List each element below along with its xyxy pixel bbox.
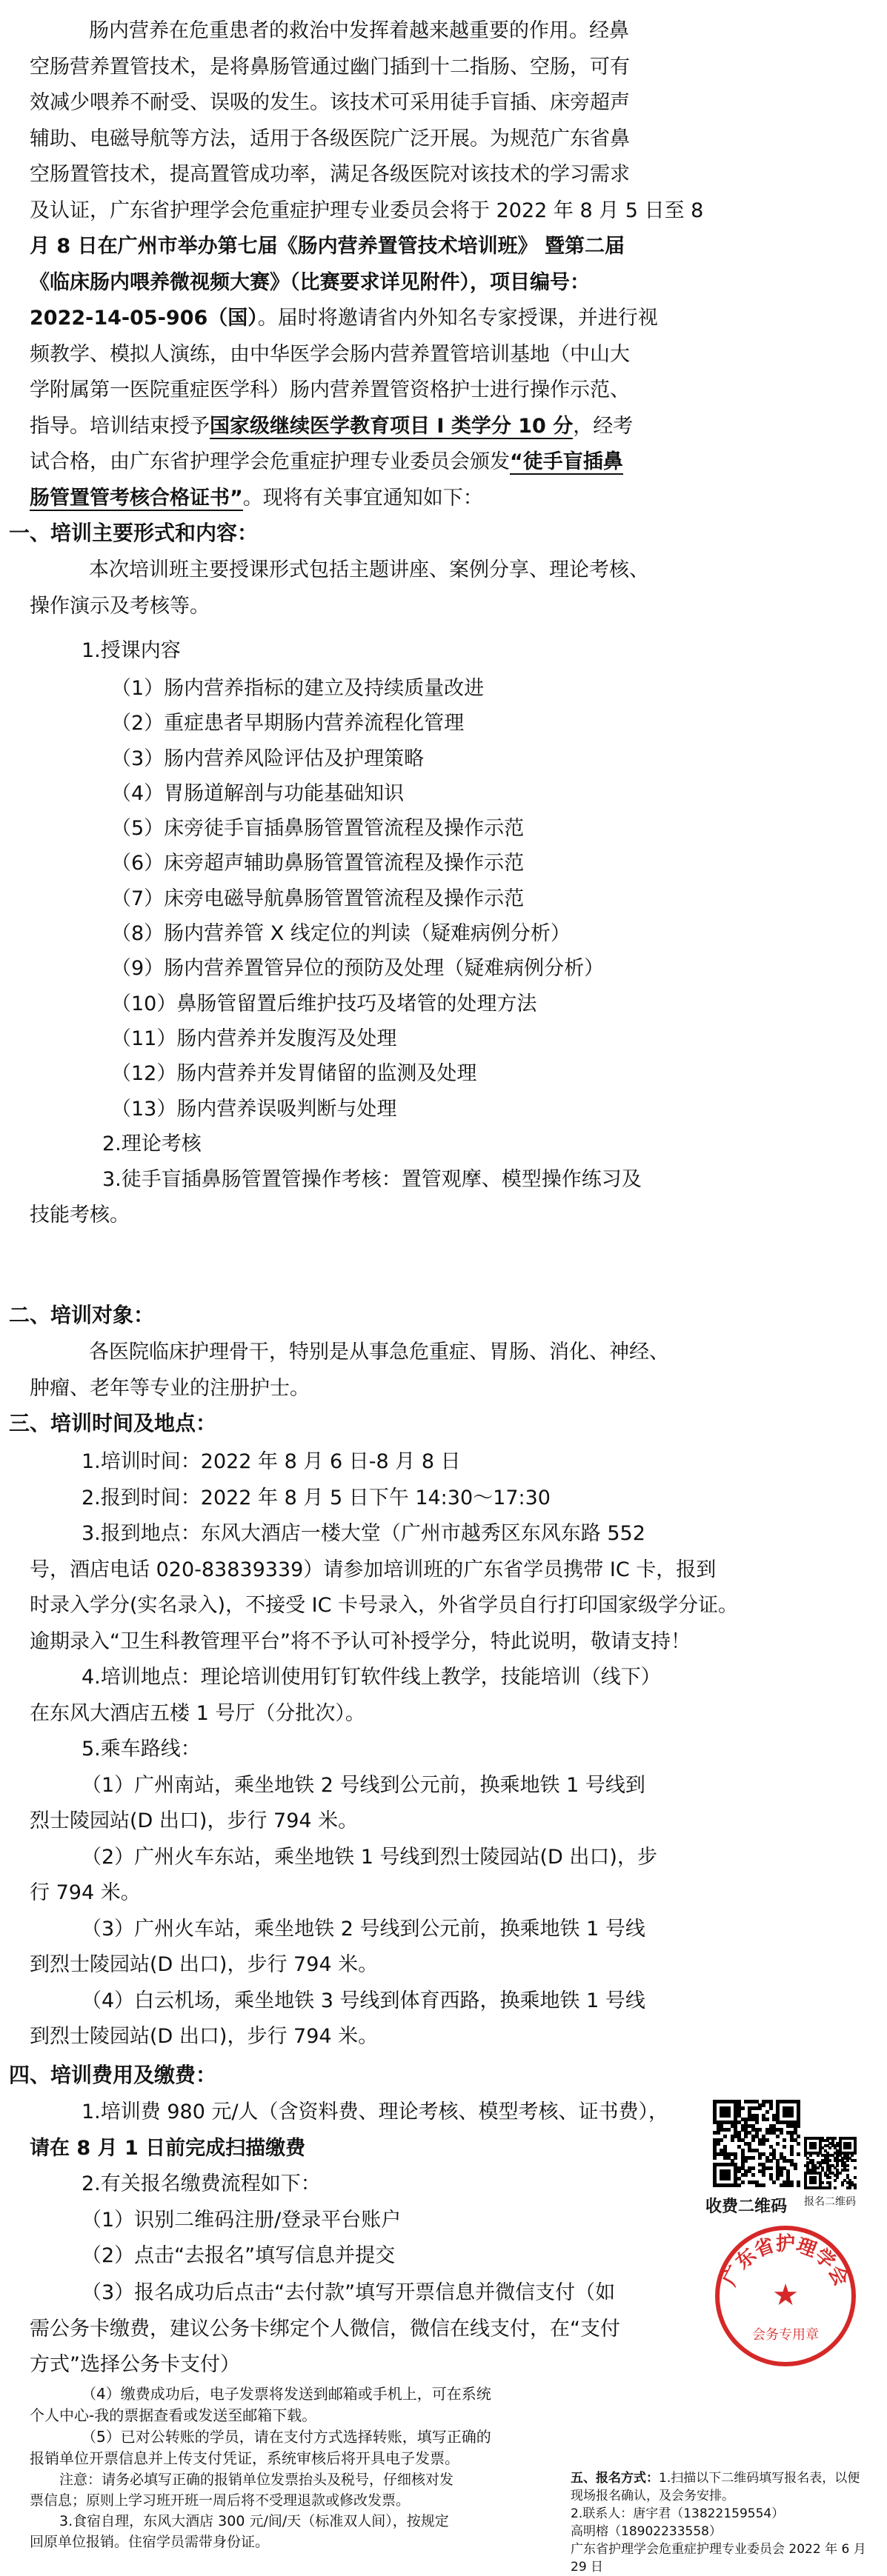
list-item: （8）肠内营养管 X 线定位的判读（疑难病例分析）: [111, 922, 571, 946]
intro-text: 。届时将邀请省内外知名专家授课，并进行视: [257, 307, 658, 330]
section-title: 五、报名方式：: [571, 2471, 659, 2486]
qr-module: [794, 2166, 797, 2170]
route-line: 到烈士陵园站(D 出口)，步行 794 米。: [30, 1953, 379, 1976]
intro-line: 空肠置管技术，提高置管成功率，满足各级医院对该技术的学习需求: [30, 163, 630, 186]
section-line: 逾期录入“卫生科教管理平台”将不予认可补授学分，特此说明，敬请支持！: [30, 1629, 691, 1653]
qr-module: [762, 2103, 765, 2107]
section-line: 各医院临床护理骨干，特别是从事急危重症、胃肠、消化、神经、: [89, 1341, 669, 1364]
section-body: [30, 553, 860, 624]
section-line: 在东风大酒店五楼 1 号厅（分批次）。: [30, 1701, 365, 1725]
step-line: （2）点击“去报名”填写信息并提交: [82, 2244, 396, 2267]
qr-module: [751, 2138, 755, 2142]
intro-line: [30, 444, 860, 481]
qr-module: [841, 2183, 844, 2186]
intro-line: 空肠营养置管技术，是将鼻肠管通过幽门插到十二指肠、空肠，可有: [30, 55, 630, 79]
registration-qr-code[interactable]: [804, 2137, 856, 2189]
intro-line: 《临床肠内喂养微视频大赛》（比赛要求详见附件），项目编号：: [30, 270, 590, 294]
intro-line: 辅助、电磁导航等方法，适用于各级医院广泛开展。为规范广东省鼻: [30, 127, 630, 150]
qr-module: [731, 2138, 734, 2142]
qr-module: [854, 2186, 857, 2189]
qr-module: [769, 2159, 773, 2163]
list-item: （12）肠内营养并发胃储留的监测及处理: [111, 1062, 477, 1086]
qr-module: [713, 2156, 717, 2160]
qr-module: [790, 2183, 794, 2187]
qr-module: [751, 2173, 755, 2177]
contact-name: 高明榕: [571, 2524, 608, 2539]
section-line: 2.报到时间：2022 年 8 月 5 日下午 14:30～17:30: [82, 1486, 551, 1509]
step-line: 方式”选择公务卡支付）: [30, 2353, 240, 2376]
qr-module: [758, 2156, 762, 2160]
section-line: 3.报到地点：东风大酒店一楼大堂（广州市越秀区东风东路 552: [82, 1522, 645, 1545]
subsection-line: 技能考核。: [30, 1204, 130, 1227]
intro-text: 试合格，由广东省护理学会危重症护理专业委员会颁发: [30, 450, 510, 473]
section-line: 2.有关报名缴费流程如下：: [82, 2172, 321, 2195]
official-seal: [711, 2222, 860, 2370]
step-line: （3）报名成功后点击“去付款”填写开票信息并微信支付（如: [82, 2281, 616, 2304]
qr-module: [797, 2152, 800, 2156]
step-line: 需公务卡缴费，建议公务卡绑定个人微信，微信在线支付，在“支付: [30, 2317, 620, 2340]
qr-module: [741, 2180, 745, 2184]
route-line: （3）广州火车站，乘坐地铁 2 号线到公元前，换乘地铁 1 号线: [82, 1917, 645, 1941]
route-line: （1）广州南站，乘坐地铁 2 号线到公元前，换乘地铁 1 号线到: [82, 1773, 645, 1797]
list-item: （7）床旁电磁导航鼻肠管置管流程及操作示范: [111, 887, 525, 910]
qr-module: [765, 2138, 769, 2142]
intro-line: 及认证，广东省护理学会危重症护理专业委员会将于 2022 年 8 月 5 日至 8: [30, 198, 704, 222]
route-line: 到烈士陵园站(D 出口)，步行 794 米。: [30, 2025, 379, 2048]
step-line: （4）缴费成功后，电子发票将发送到邮箱或手机上，可在系统: [82, 2385, 491, 2403]
section-body-compact: [30, 2383, 860, 2469]
qr-module: [762, 2142, 765, 2146]
contact-phone[interactable]: （18902233558）: [608, 2524, 722, 2539]
qr-module: [834, 2186, 837, 2189]
route-line: （4）白云机场，乘坐地铁 3 号线到体育西路，换乘地铁 1 号线: [82, 1989, 645, 2012]
qr-module: [828, 2146, 831, 2149]
qr-module: [814, 2181, 817, 2184]
section-line: 号，酒店电话 020-83839339）请参加培训班的广东省学员携带 IC 卡，报到: [30, 1558, 717, 1581]
intro-paragraph: [30, 13, 860, 516]
registration-section: [571, 2469, 867, 2576]
qr-module: [854, 2159, 857, 2162]
signing-date: 2022 年 6 月 29 日: [571, 2542, 866, 2575]
intro-line: [30, 481, 860, 517]
payment-qr-label: 收费二维码: [705, 2198, 788, 2216]
certificate-highlight: 肠管置管考核合格证书”: [30, 486, 243, 510]
qr-module: [848, 2186, 851, 2189]
qr-module: [762, 2183, 765, 2187]
seal-star-icon: ★: [772, 2278, 799, 2312]
section-body: [30, 1335, 860, 1407]
intro-line: 学附属第一医院重症医学科）肠内营养置管资格护士进行操作示范、: [30, 378, 630, 401]
qr-module: [780, 2131, 783, 2135]
intro-text: ，经考: [573, 414, 634, 438]
qr-module: [765, 2110, 769, 2114]
step-line: （5）已对公转账的学员，请在支付方式选择转账，填写正确的: [82, 2428, 491, 2446]
section-line: 4.培训地点：理论培训使用钉钉软件线上教学，技能培训（线下）: [82, 1666, 661, 1689]
seal-text: 广东省护理学会: [718, 2233, 853, 2290]
intro-line: 肠内营养在危重患者的救治中发挥着越来越重要的作用。经鼻: [89, 19, 629, 42]
list-item: （5）床旁徒手盲插鼻肠管置管流程及操作示范: [111, 817, 525, 841]
section-line: 肿瘤、老年等专业的注册护士。: [30, 1376, 310, 1400]
certificate-highlight: “徒手盲插鼻: [510, 450, 623, 473]
list-item: （10）鼻肠管留置后维护技巧及堵管的处理方法: [111, 992, 537, 1015]
section-line: 时录入学分(实名录入)，不接受 IC 卡号录入，外省学员自行打印国家级学分证。: [30, 1594, 739, 1617]
subsection-title: 3.徒手盲插鼻肠管置管操作考核：置管观摩、模型操作练习及: [102, 1168, 642, 1191]
note-line: 3.食宿自理，东风大酒店 300 元/间/天（标准双人间），按规定: [59, 2513, 449, 2529]
seal-subtext: 会务专用章: [752, 2327, 819, 2343]
course-list: [111, 671, 604, 1127]
qr-module: [744, 2173, 748, 2177]
qr-module: [769, 2166, 773, 2170]
section-title: 二、培训对象：: [9, 1303, 155, 1327]
section-line: 本次培训班主要授课形式包括主题讲座、案例分享、理论考核、: [89, 558, 649, 581]
section-line: 操作演示及考核等。: [30, 594, 210, 618]
registration-line: 1.扫描以下二维码填写报名表，以便现场报名确认，及会: [571, 2471, 860, 2503]
intro-text: 。现将有关事宜通知如下：: [242, 486, 483, 510]
qr-module: [737, 2183, 741, 2187]
qr-module: [723, 2135, 727, 2138]
qr-module: [797, 2135, 800, 2138]
qr-module: [790, 2114, 794, 2118]
note-line: 票信息；原则上学习班开班一周后将不受理退款或修改发票。: [30, 2492, 411, 2509]
intro-text: 指导。培训结束授予: [30, 414, 210, 438]
qr-module: [790, 2152, 794, 2156]
qr-module: [734, 2156, 737, 2160]
qr-module: [755, 2120, 759, 2124]
section-line: 1.培训费 980 元/人（含资料费、理论考核、模型考核、证书费），: [82, 2100, 669, 2123]
qr-module: [758, 2106, 762, 2110]
qr-module: [828, 2186, 831, 2189]
qr-module: [797, 2183, 800, 2187]
qr-module: [741, 2106, 745, 2110]
section-title: 四、培训费用及缴费：: [9, 2063, 217, 2087]
qr-module: [751, 2166, 755, 2170]
section-line: 5.乘车路线：: [82, 1738, 201, 1761]
qr-module: [848, 2146, 851, 2149]
qr-module: [744, 2159, 748, 2163]
subsection-title: 1.授课内容: [82, 639, 181, 662]
qr-module: [727, 2128, 731, 2132]
section-line: 1.培训时间：2022 年 8 月 6 日-8 月 8 日: [82, 1450, 461, 1473]
qr-module: [776, 2135, 780, 2138]
route-line: 行 794 米。: [30, 1881, 141, 1904]
qr-module: [854, 2166, 857, 2169]
qr-module: [780, 2173, 783, 2177]
subsection-title: 2.理论考核: [102, 1132, 202, 1155]
notes-block: [30, 2469, 563, 2552]
list-item: （13）肠内营养误吸判断与处理: [111, 1097, 397, 1121]
section-body: [30, 1444, 860, 2055]
qr-module: [765, 2118, 769, 2121]
list-item: （6）床旁超声辅助鼻肠管置管流程及操作示范: [111, 852, 525, 875]
contact-label: 2.联系人：: [571, 2506, 634, 2521]
qr-module: [797, 2124, 800, 2128]
qr-module: [762, 2173, 765, 2177]
note-line: 回原单位报销。住宿学员需带身份证。: [30, 2534, 270, 2550]
qr-module: [727, 2177, 731, 2180]
payment-qr-code[interactable]: [713, 2100, 800, 2187]
step-line: 个人中心-我的票据查看或发送至邮箱下载。: [30, 2406, 317, 2424]
qr-module: [817, 2154, 820, 2157]
qr-module: [776, 2177, 780, 2180]
qr-module: [828, 2176, 831, 2179]
qr-module: [783, 2138, 786, 2142]
list-item: （4）胃肠道解剖与功能基础知识: [111, 781, 405, 805]
list-item: （1）肠内营养指标的建立及持续质量改进: [111, 677, 485, 700]
intro-line: 月 8 日在广州市举办第七届《肠内营养置管技术培训班》 暨第二届: [30, 235, 625, 258]
qr-module: [772, 2180, 776, 2184]
list-item: （2）重症患者早期肠内营养流程化管理: [111, 712, 465, 735]
step-line: （1）识别二维码注册/登录平台账户: [82, 2208, 402, 2232]
section-title: 三、培训时间及地点：: [9, 1411, 217, 1435]
qr-module: [744, 2135, 748, 2138]
intro-line: 频教学、模拟人演练，由中华医学会肠内营养置管培训基地（中山大: [30, 342, 630, 366]
step-line: 报销单位开票信息并上传支付凭证，系统审核后将开具电子发票。: [30, 2449, 459, 2467]
intro-line: [30, 409, 860, 445]
section-title: 一、培训主要形式和内容：: [9, 521, 259, 545]
registration-qr-label: 报名二维码: [804, 2196, 856, 2208]
qr-module: [720, 2138, 723, 2142]
list-item: （3）肠内营养风险评估及护理策略: [111, 747, 425, 770]
qr-module: [854, 2176, 857, 2179]
route-line: （2）广州火车东站，乘坐地铁 1 号线到烈士陵园站(D 出口)，步: [82, 1845, 657, 1869]
qr-module: [834, 2179, 837, 2182]
contact-name: 唐宇君: [633, 2506, 671, 2521]
qr-module: [758, 2128, 762, 2132]
deadline-line: 请在 8 月 1 日前完成扫描缴费: [30, 2136, 306, 2160]
qr-module: [797, 2142, 800, 2146]
contact-phone[interactable]: （13822159554）: [671, 2506, 785, 2521]
list-item: （9）肠内营养置管异位的预防及处理（疑难病例分析）: [111, 957, 605, 981]
qr-module: [717, 2142, 720, 2146]
qr-module: [814, 2146, 817, 2149]
qr-module: [727, 2114, 731, 2118]
route-line: 烈士陵园站(D 出口)，步行 794 米。: [30, 1809, 359, 1832]
qr-module: [776, 2142, 780, 2146]
intro-line: [30, 301, 860, 337]
intro-line: 效减少喂养不耐受、误吸的发生。该技术可采用徒手盲插、床旁超声: [30, 91, 630, 114]
registration-line: 务安排。: [684, 2489, 734, 2503]
qr-module: [717, 2131, 720, 2135]
qr-module: [769, 2106, 773, 2110]
credit-highlight: 国家级继续医学教育项目 I 类学分 10 分: [210, 414, 574, 438]
note-line: 注意：请务必填写正确的报销单位发票抬头及税号，仔细核对发: [59, 2472, 454, 2488]
project-number: 2022-14-05-906（国）: [30, 307, 258, 330]
list-item: （11）肠内营养并发腹泻及处理: [111, 1027, 397, 1050]
qr-module: [783, 2145, 786, 2149]
signing-organization: 广东省护理学会危重症护理专业委员会: [571, 2542, 785, 2557]
qr-module: [846, 2169, 849, 2172]
qr-module: [751, 2156, 755, 2160]
